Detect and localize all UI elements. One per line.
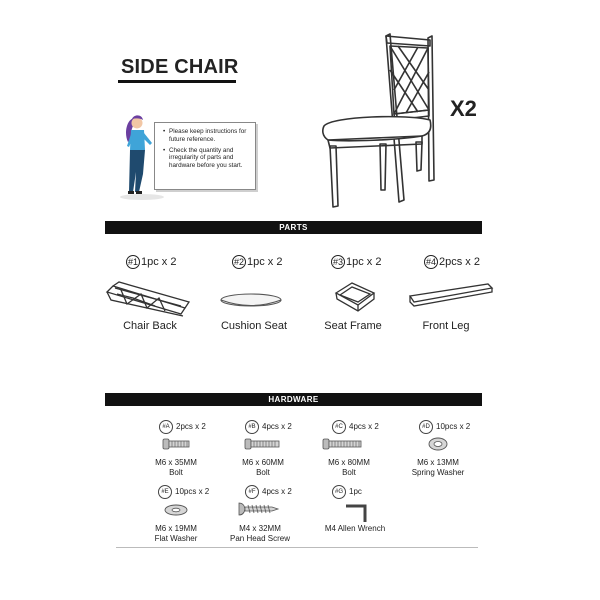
flat-washer-icon [163,503,189,517]
parts-header-bar: PARTS [105,221,482,234]
hw-type: Bolt [256,468,270,477]
bolt-icon [322,438,364,450]
bolt-icon [244,438,282,450]
hw-name [131,458,221,478]
hw-size: M6 x 13MM [417,458,459,467]
part-badge: #1 [127,257,138,267]
hw-size: M4 Allen Wrench [324,524,386,533]
hw-name [393,458,483,478]
hw-badge: #B [245,420,259,434]
hw-size: M4 x 32MM [239,524,281,533]
hw-size: M6 x 35MM [155,458,197,467]
hw-badge: #A [159,420,173,434]
part-qty-text: 1pc x 2 [346,255,382,268]
quantity-multiplier: X2 [450,96,477,121]
cushion-seat-icon [216,289,286,313]
hw-badge: #E [158,485,172,499]
part-badge: #2 [233,257,244,267]
front-leg-icon [406,282,496,312]
hw-qty-text: 1pc [349,487,362,497]
hw-name [310,524,400,534]
spring-washer-icon [427,436,449,452]
instructions-note [154,122,256,190]
part-qty-2 [232,255,282,269]
hw-qty-e [158,485,209,499]
seat-frame-icon [330,279,390,319]
hw-qty-g [332,485,362,499]
part-badge: #3 [332,257,343,267]
hw-qty-f [245,485,292,499]
part-qty-text: 1pc x 2 [141,255,177,268]
hw-qty-text: 4pcs x 2 [262,487,292,497]
hw-type: Flat Washer [154,534,198,543]
part-name: Seat Frame [324,320,382,332]
hw-type: Spring Washer [411,468,465,477]
chair-back-icon [103,278,193,318]
bolt-icon [162,438,192,450]
hw-badge: #C [332,420,346,434]
hw-qty-b [245,420,292,434]
side-chair-icon [318,30,438,210]
part-name: Front Leg [422,320,470,332]
hw-size: M6 x 19MM [155,524,197,533]
page-title: SIDE CHAIR [121,56,239,78]
hw-size: M6 x 80MM [328,458,370,467]
hw-badge: #D [419,420,433,434]
hw-name [131,524,221,544]
bottom-divider [116,547,478,548]
pan-head-screw-icon [238,502,280,516]
hw-qty-d [419,420,470,434]
note-item: • Check the quantity and irregularity of parts and hardware before you start. [163,147,255,170]
title-underline [118,80,236,83]
hw-qty-text: 10pcs x 2 [175,487,210,497]
part-qty-text: 1pc x 2 [247,255,283,268]
hw-qty-text: 10pcs x 2 [436,422,471,432]
hw-type: Bolt [342,468,356,477]
part-badge: #4 [425,257,436,267]
part-qty-text: 2pcs x 2 [439,255,480,268]
part-name: Cushion Seat [220,320,288,332]
hw-qty-c [332,420,379,434]
part-name: Chair Back [123,320,177,332]
part-qty-1 [126,255,176,269]
hw-name [218,458,308,478]
hw-badge: #F [245,485,259,499]
hw-qty-text: 2pcs x 2 [176,422,206,432]
part-qty-4 [424,255,480,269]
hw-qty-text: 4pcs x 2 [262,422,292,432]
allen-wrench-icon [343,502,373,524]
hw-type: Pan Head Screw [229,534,291,543]
note-item: • Please keep instructions for future reference. [163,128,255,144]
hw-name [304,458,394,478]
part-qty-3 [331,255,381,269]
hw-qty-a [159,420,206,434]
hw-name [215,524,305,544]
hw-badge: #G [332,485,346,499]
hw-size: M6 x 60MM [242,458,284,467]
hw-type: Bolt [169,468,183,477]
hw-qty-text: 4pcs x 2 [349,422,379,432]
hardware-header-bar: HARDWARE [105,393,482,406]
